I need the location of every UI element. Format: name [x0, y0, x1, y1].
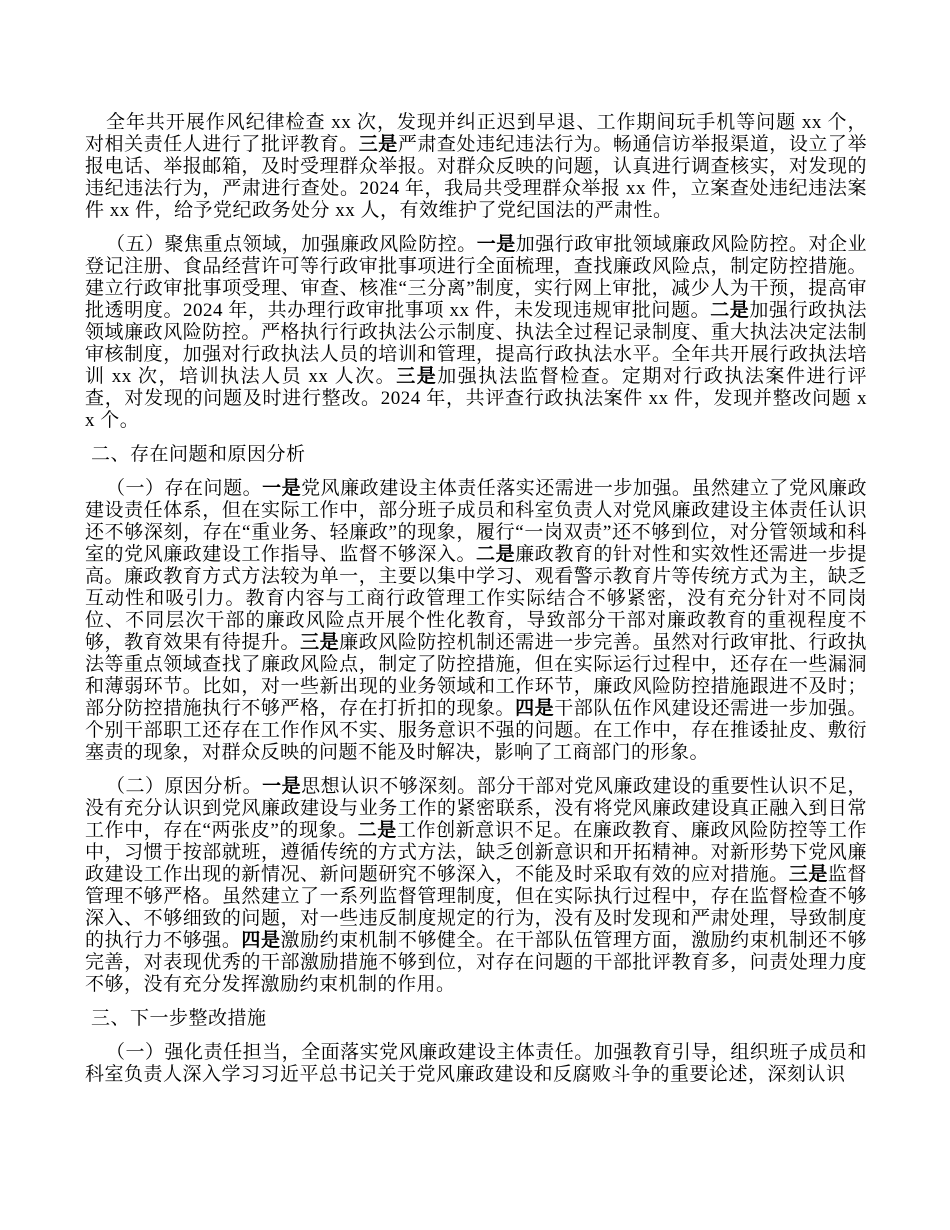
bold-run: 二是	[710, 300, 750, 321]
text-run: 三、下一步整改措施	[91, 1008, 267, 1029]
text-run: 廉政风险防控机制还需进一步完善。虽然对行政审批、行政执法等重点领域查找了廉政风险点，制定了防控措施，但在实际运行过程中，还存在一些漏洞和薄弱环节。比如，对一些新出现的业务领域和工作环节，廉政风险防控措施跟进不及时；部分防控措施执行不够严格，存在打折扣的现象。	[85, 632, 867, 719]
paragraph	[85, 1042, 867, 1086]
bold-run: 二是	[476, 544, 516, 565]
bold-run: 四是	[515, 698, 555, 719]
bold-run: 三是	[300, 632, 340, 653]
paragraph	[85, 478, 867, 764]
paragraph	[85, 776, 867, 996]
bold-run: 一是	[262, 776, 302, 797]
text-run: 工作创新意识不足。在廉政教育、廉政风险防控等工作中，习惯于按部就班，遵循传统的方式方法，缺乏创新意识和开拓精神。对新形势下党风廉政建设工作出现的新情况、新问题研究不够深入，不能及时采取有效的应对措施。	[85, 820, 867, 885]
paragraph	[85, 112, 867, 222]
text-run: 加强行政审批领域廉政风险防控。对企业登记注册、食品经营许可等行政审批事项进行全面梳理，查找廉政风险点，制定防控措施。建立行政审批事项受理、审查、核准“三分离”制度，实行网上审批，减少人为干预，提高审批透明度。2024 年，共办理行政审批事项 xx 件，未发现违规审批问题。	[85, 234, 867, 321]
text-run: 党风廉政建设主体责任落实还需进一步加强。虽然建立了党风廉政建设责任体系，但在实际工作中，部分班子成员和科室负责人对党风廉政建设主体责任认识还不够深刻，存在“重业务、轻廉政”的现象，履行“一岗双责”还不够到位，对分管领域和科室的党风廉政建设工作指导、监督不够深入。	[85, 478, 867, 565]
bold-run: 二是	[357, 820, 397, 841]
text-run: 激励约束机制不够健全。在干部队伍管理方面，激励约束机制还不够完善，对表现优秀的干部激励措施不够到位，对存在问题的干部批评教育多，问责处理力度不够，没有充分发挥激励约束机制的作用。	[85, 930, 867, 995]
text-run: （一）强化责任担当，全面落实党风廉政建设主体责任。加强教育引导，组织班子成员和科室负责人深入学习习近平总书记关于党风廉政建设和反腐败斗争的重要论述，深刻认识	[85, 1042, 867, 1085]
bold-run: 四是	[241, 930, 281, 951]
bold-run: 三是	[396, 366, 438, 387]
text-run: 廉政教育的针对性和实效性还需进一步提高。廉政教育方式方法较为单一，主要以集中学习、观看警示教育片等传统方式为主，缺乏互动性和吸引力。教育内容与工商行政管理工作实际结合不够紧密，没有充分针对不同岗位、不同层次干部的廉政风险点开展个性化教育，导致部分干部对廉政教育的重视程度不够，教育效果有待提升。	[85, 544, 867, 653]
text-run: 加强行政执法领域廉政风险防控。严格执行行政执法公示制度、执法全过程记录制度、重大执法决定法制审核制度，加强对行政执法人员的培训和管理，提高行政执法水平。全年共开展行政执法培训 xx 次，培训执法人员 xx 人次。	[85, 300, 867, 387]
text-run: 监督管理不够严格。虽然建立了一系列监督管理制度，但在实际执行过程中，存在监督检查不够深入、不够细致的问题，对一些违反制度规定的行为，没有及时发现和严肃处理，导致制度的执行力不够强。	[85, 864, 867, 951]
text-run: （二）原因分析。	[106, 776, 263, 797]
bold-run: 一是	[262, 478, 302, 499]
text-run: （一）存在问题。	[106, 478, 263, 499]
paragraph	[85, 234, 867, 432]
text-run: 思想认识不够深刻。部分干部对党风廉政建设的重要性认识不足，没有充分认识到党风廉政建设与业务工作的紧密联系，没有将党风廉政建设真正融入到日常工作中，存在“两张皮”的现象。	[85, 776, 867, 841]
bold-run: 三是	[358, 134, 398, 155]
section-heading	[85, 1008, 867, 1030]
text-run: 二、存在问题和原因分析	[91, 444, 306, 465]
text-run: 加强执法监督检查。定期对行政执法案件进行评查，对发现的问题及时进行整改。2024 年，共评查行政执法案件 xx 件，发现并整改问题 xx 个。	[85, 366, 867, 431]
section-heading	[85, 444, 867, 466]
text-run: 全年共开展作风纪律检查 xx 次，发现并纠正迟到早退、工作期间玩手机等问题 xx 个，对相关责任人进行了批评教育。	[85, 112, 867, 155]
text-run: 干部队伍作风建设还需进一步加强。个别干部职工还存在工作作风不实、服务意识不强的问题。在工作中，存在推诿扯皮、敷衍塞责的现象，对群众反映的问题不能及时解决，影响了工商部门的形象。	[85, 698, 867, 763]
text-run: 严肃查处违纪违法行为。畅通信访举报渠道，设立了举报电话、举报邮箱，及时受理群众举报。对群众反映的问题，认真进行调查核实，对发现的违纪违法行为，严肃进行查处。2024 年，我局共受理群众举报 xx 件，立案查处违纪违法案件 xx 件，给予党纪政务处分 xx 人，有效维护了党纪国法的严肃性。	[85, 134, 867, 221]
bold-run: 一是	[476, 234, 516, 255]
bold-run: 三是	[788, 864, 828, 885]
document-body	[85, 112, 867, 1098]
text-run: （五）聚焦重点领域，加强廉政风险防控。	[106, 234, 477, 255]
